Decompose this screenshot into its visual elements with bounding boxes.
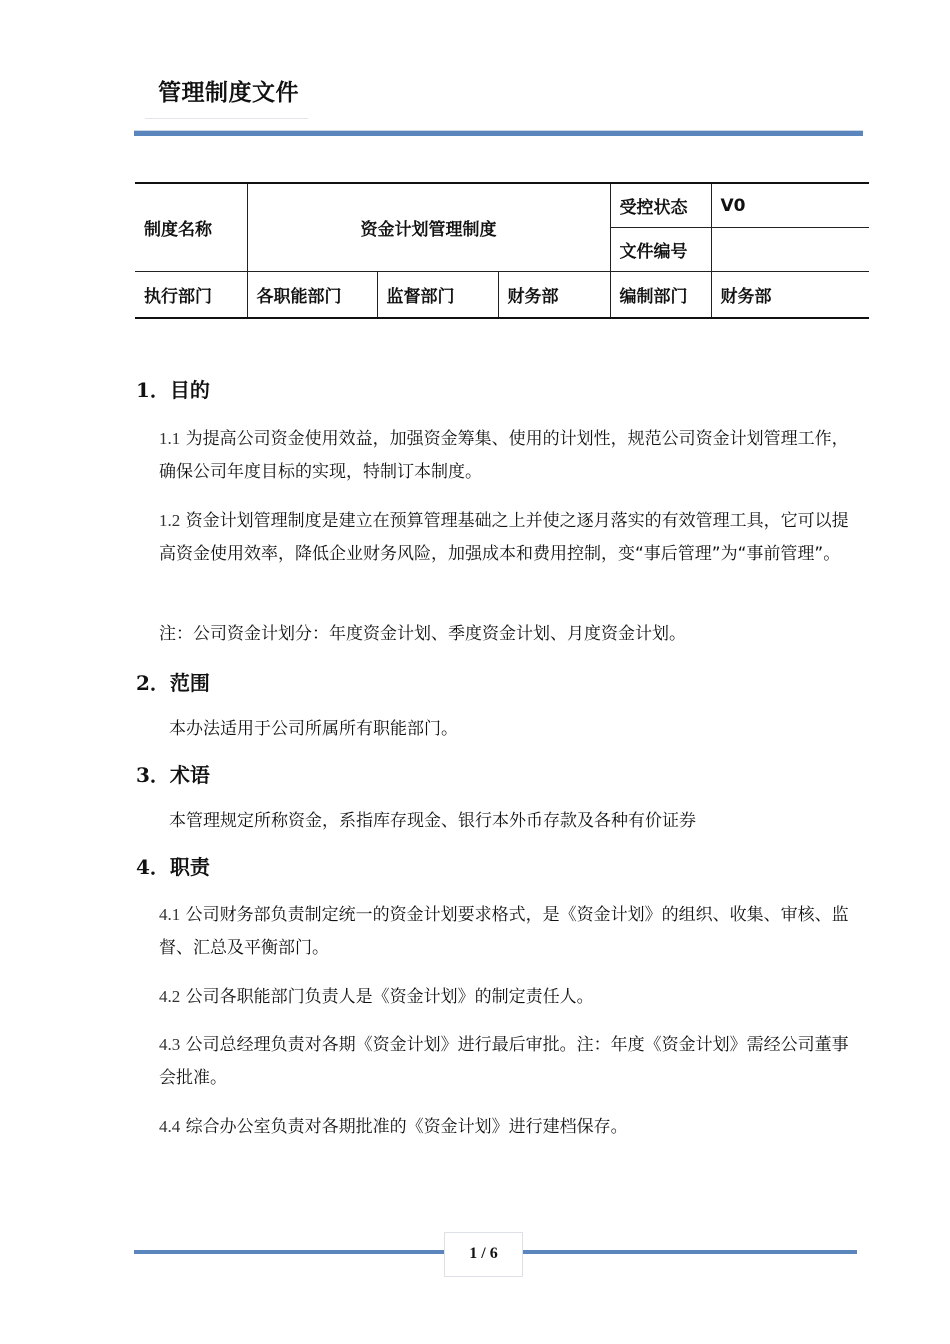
footer-divider-left (134, 1250, 445, 1254)
section-heading-duties (136, 851, 210, 880)
header-divider (134, 130, 863, 136)
paragraph-text: 公司总经理负责对各期《资金计划》进行最后审批。注：年度《资金计划》需经公司董事会批准。 (159, 1035, 849, 1088)
paragraph-number: 4.2 (159, 987, 181, 1006)
policy-name-label: 制度名称 (135, 183, 247, 272)
paragraph-4-4 (159, 1110, 864, 1144)
paragraph-scope: 本办法适用于公司所属所有职能部门。 (169, 719, 458, 739)
author-dept-label: 编制部门 (610, 272, 711, 319)
section-number: 2． (136, 671, 170, 695)
paragraph-4-3 (159, 1028, 864, 1095)
paragraph-text: 为提高公司资金使用效益，加强资金筹集、使用的计划性，规范公司资金计划管理工作，确保公司年度目标的实现，特制订本制度。 (159, 429, 849, 482)
paragraph-1-1 (159, 422, 864, 489)
doc-number-value (711, 228, 869, 272)
paragraph-text: 综合办公室负责对各期批准的《资金计划》进行建档保存。 (180, 1117, 628, 1137)
section-heading-scope (136, 667, 210, 696)
section-heading-terms (136, 759, 210, 788)
section-title: 目的 (169, 378, 210, 402)
paragraph-4-2 (159, 980, 864, 1014)
paragraph-text: 资金计划管理制度是建立在预算管理基础之上并使之逐月落实的有效管理工具，它可以提高资金使用效率，降低企业财务风险，加强成本和费用控制，变“事后管理”为“事前管理”。 (159, 511, 849, 564)
supervise-dept-value: 财务部 (498, 272, 610, 319)
section-number: 1． (136, 378, 170, 402)
section-number: 4． (136, 855, 170, 879)
footer-divider-right (521, 1250, 857, 1254)
paragraph-number: 1.1 (159, 429, 181, 448)
author-dept-value: 财务部 (711, 272, 869, 319)
section-number: 3． (136, 763, 170, 787)
policy-info-table (135, 182, 869, 319)
header-underline (145, 118, 308, 119)
paragraph-note: 注：公司资金计划分：年度资金计划、季度资金计划、月度资金计划。 (159, 624, 686, 644)
paragraph-number: 4.4 (159, 1117, 181, 1136)
control-status-value: V0 (711, 183, 869, 228)
paragraph-1-2 (159, 504, 864, 571)
paragraph-text: 公司各职能部门负责人是《资金计划》的制定责任人。 (180, 987, 594, 1007)
supervise-dept-label: 监督部门 (377, 272, 498, 319)
document-header-title: 管理制度文件 (158, 80, 299, 106)
paragraph-number: 4.3 (159, 1035, 181, 1054)
exec-dept-label: 执行部门 (135, 272, 247, 319)
paragraph-number: 1.2 (159, 511, 181, 530)
paragraph-number: 4.1 (159, 905, 181, 924)
paragraph-text: 公司财务部负责制定统一的资金计划要求格式，是《资金计划》的组织、收集、审核、监督、汇总及平衡部门。 (159, 905, 849, 958)
section-title: 职责 (169, 855, 210, 879)
section-title: 术语 (169, 763, 210, 787)
doc-number-label: 文件编号 (610, 228, 711, 272)
paragraph-4-1 (159, 898, 864, 965)
section-heading-purpose (136, 374, 210, 403)
paragraph-terms: 本管理规定所称资金，系指库存现金、银行本外币存款及各种有价证券 (169, 811, 696, 831)
policy-name-value: 资金计划管理制度 (247, 183, 610, 272)
control-status-label: 受控状态 (610, 183, 711, 228)
page-number: 1 / 6 (444, 1232, 523, 1277)
exec-dept-value: 各职能部门 (247, 272, 377, 319)
section-title: 范围 (169, 671, 210, 695)
